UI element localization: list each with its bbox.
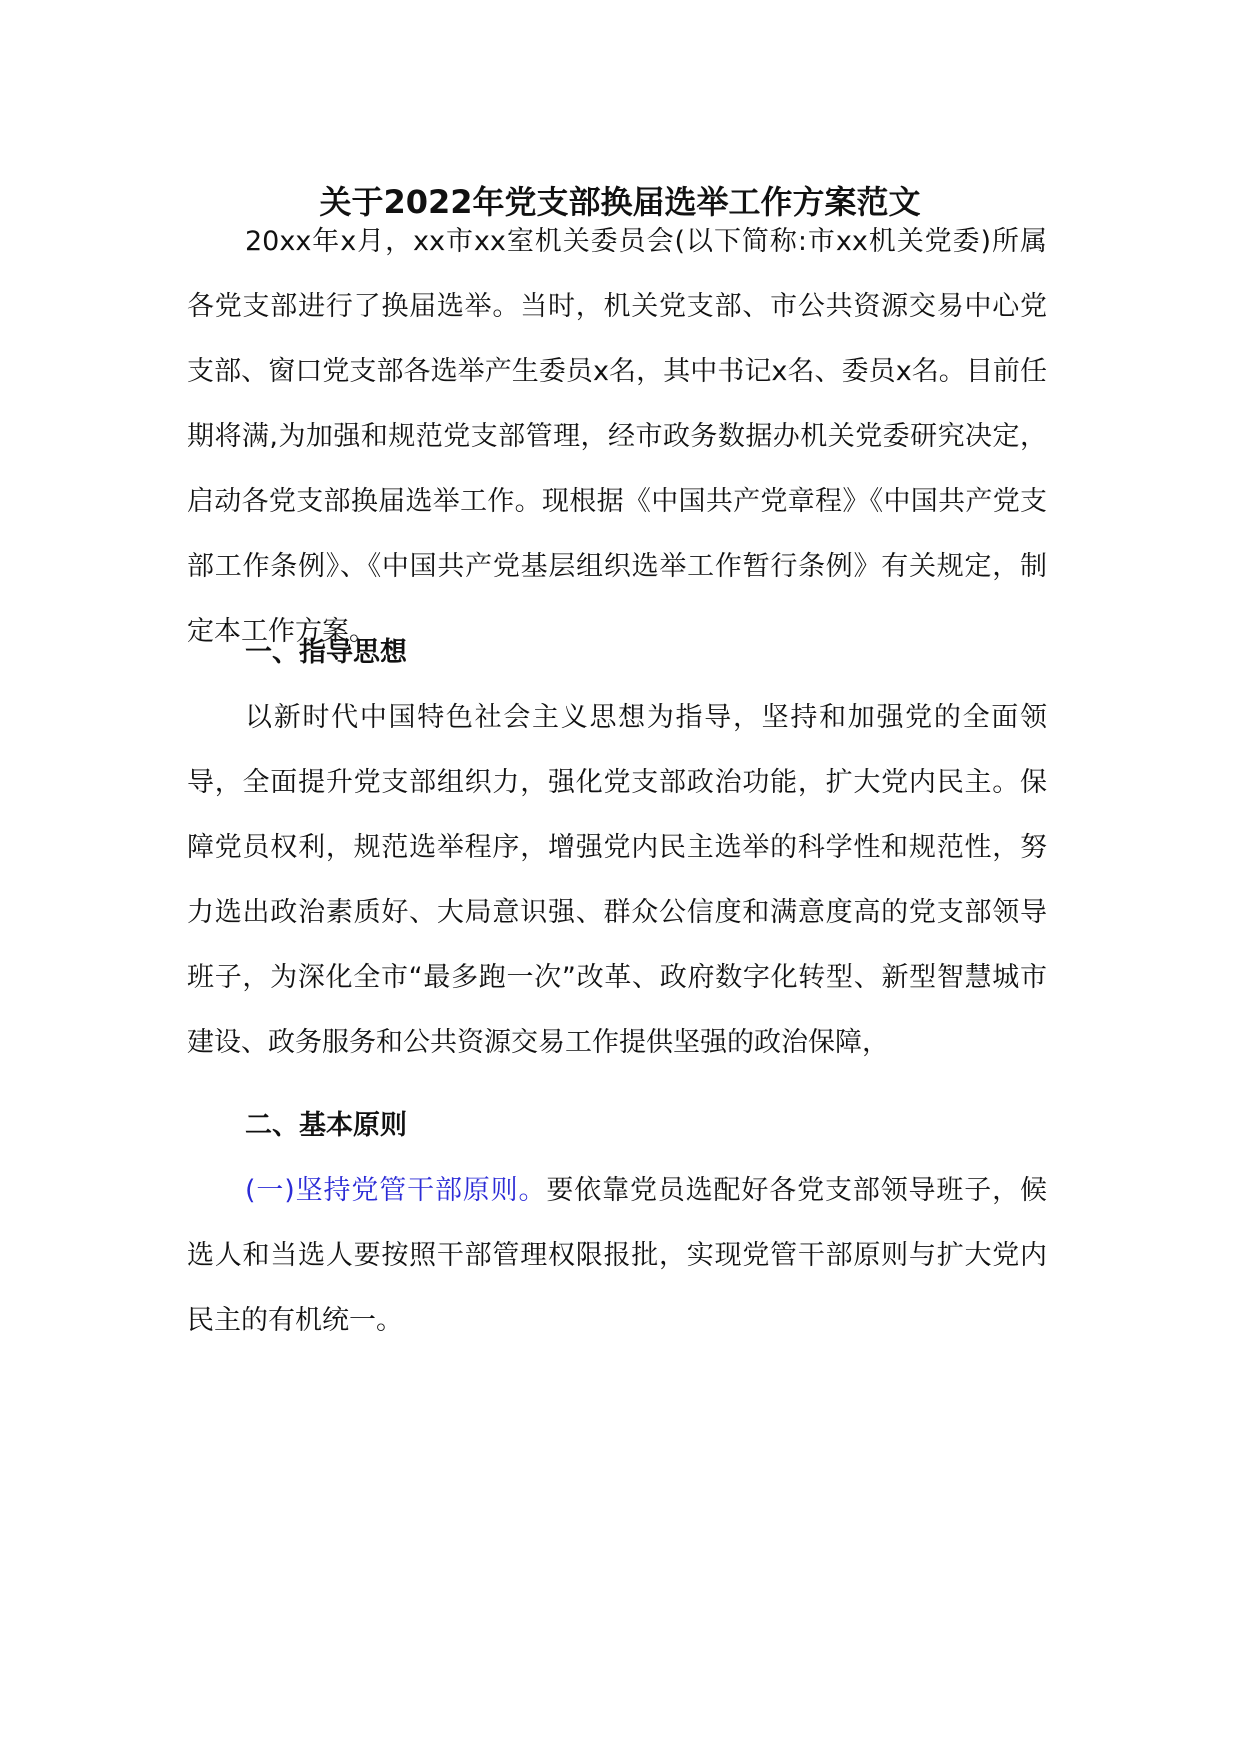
intro-block [187,209,1047,664]
principle-1-lead: (一)坚持党管干部原则。 [245,1175,547,1206]
document-title: 关于2022年党支部换届选举工作方案范文 [319,183,921,221]
section-2-heading: 二、基本原则 [245,1110,407,1141]
principle-1-paragraph [187,1158,1047,1353]
section-1 [187,620,1047,1075]
intro-paragraph: 20xx年x月，xx市xx室机关委员会(以下简称:市xx机关党委)所属各党支部进行了换届选举。当时，机关党支部、市公共资源交易中心党支部、窗口党支部各选举产生委员x名，其中书记x名、委员x名。目前任期将满,为加强和规范党支部管理，经市政务数据办机关党委研究决定，启动各党支部换届选举工作。现根据《中国共产党章程》《中国共产党支部工作条例》、《中国共产党基层组织选举工作暂行条例》有关规定，制定本工作方案。 [187,226,1047,647]
section-1-heading: 一、指导思想 [245,637,407,668]
section-2 [187,1093,1047,1353]
principle-1-body: 要依靠党员选配好各党支部领导班子，候选人和当选人要按照干部管理权限报批，实现党管干部原则与扩大党内民主的有机统一。 [187,1175,1047,1336]
section-1-paragraph: 以新时代中国特色社会主义思想为指导，坚持和加强党的全面领导，全面提升党支部组织力，强化党支部政治功能，扩大党内民主。保障党员权利，规范选举程序，增强党内民主选举的科学性和规范性，努力选出政治素质好、大局意识强、群众公信度和满意度高的党支部领导班子，为深化全市“最多跑一次”改革、政府数字化转型、新型智慧城市建设、政务服务和公共资源交易工作提供坚强的政治保障， [187,702,1047,1058]
